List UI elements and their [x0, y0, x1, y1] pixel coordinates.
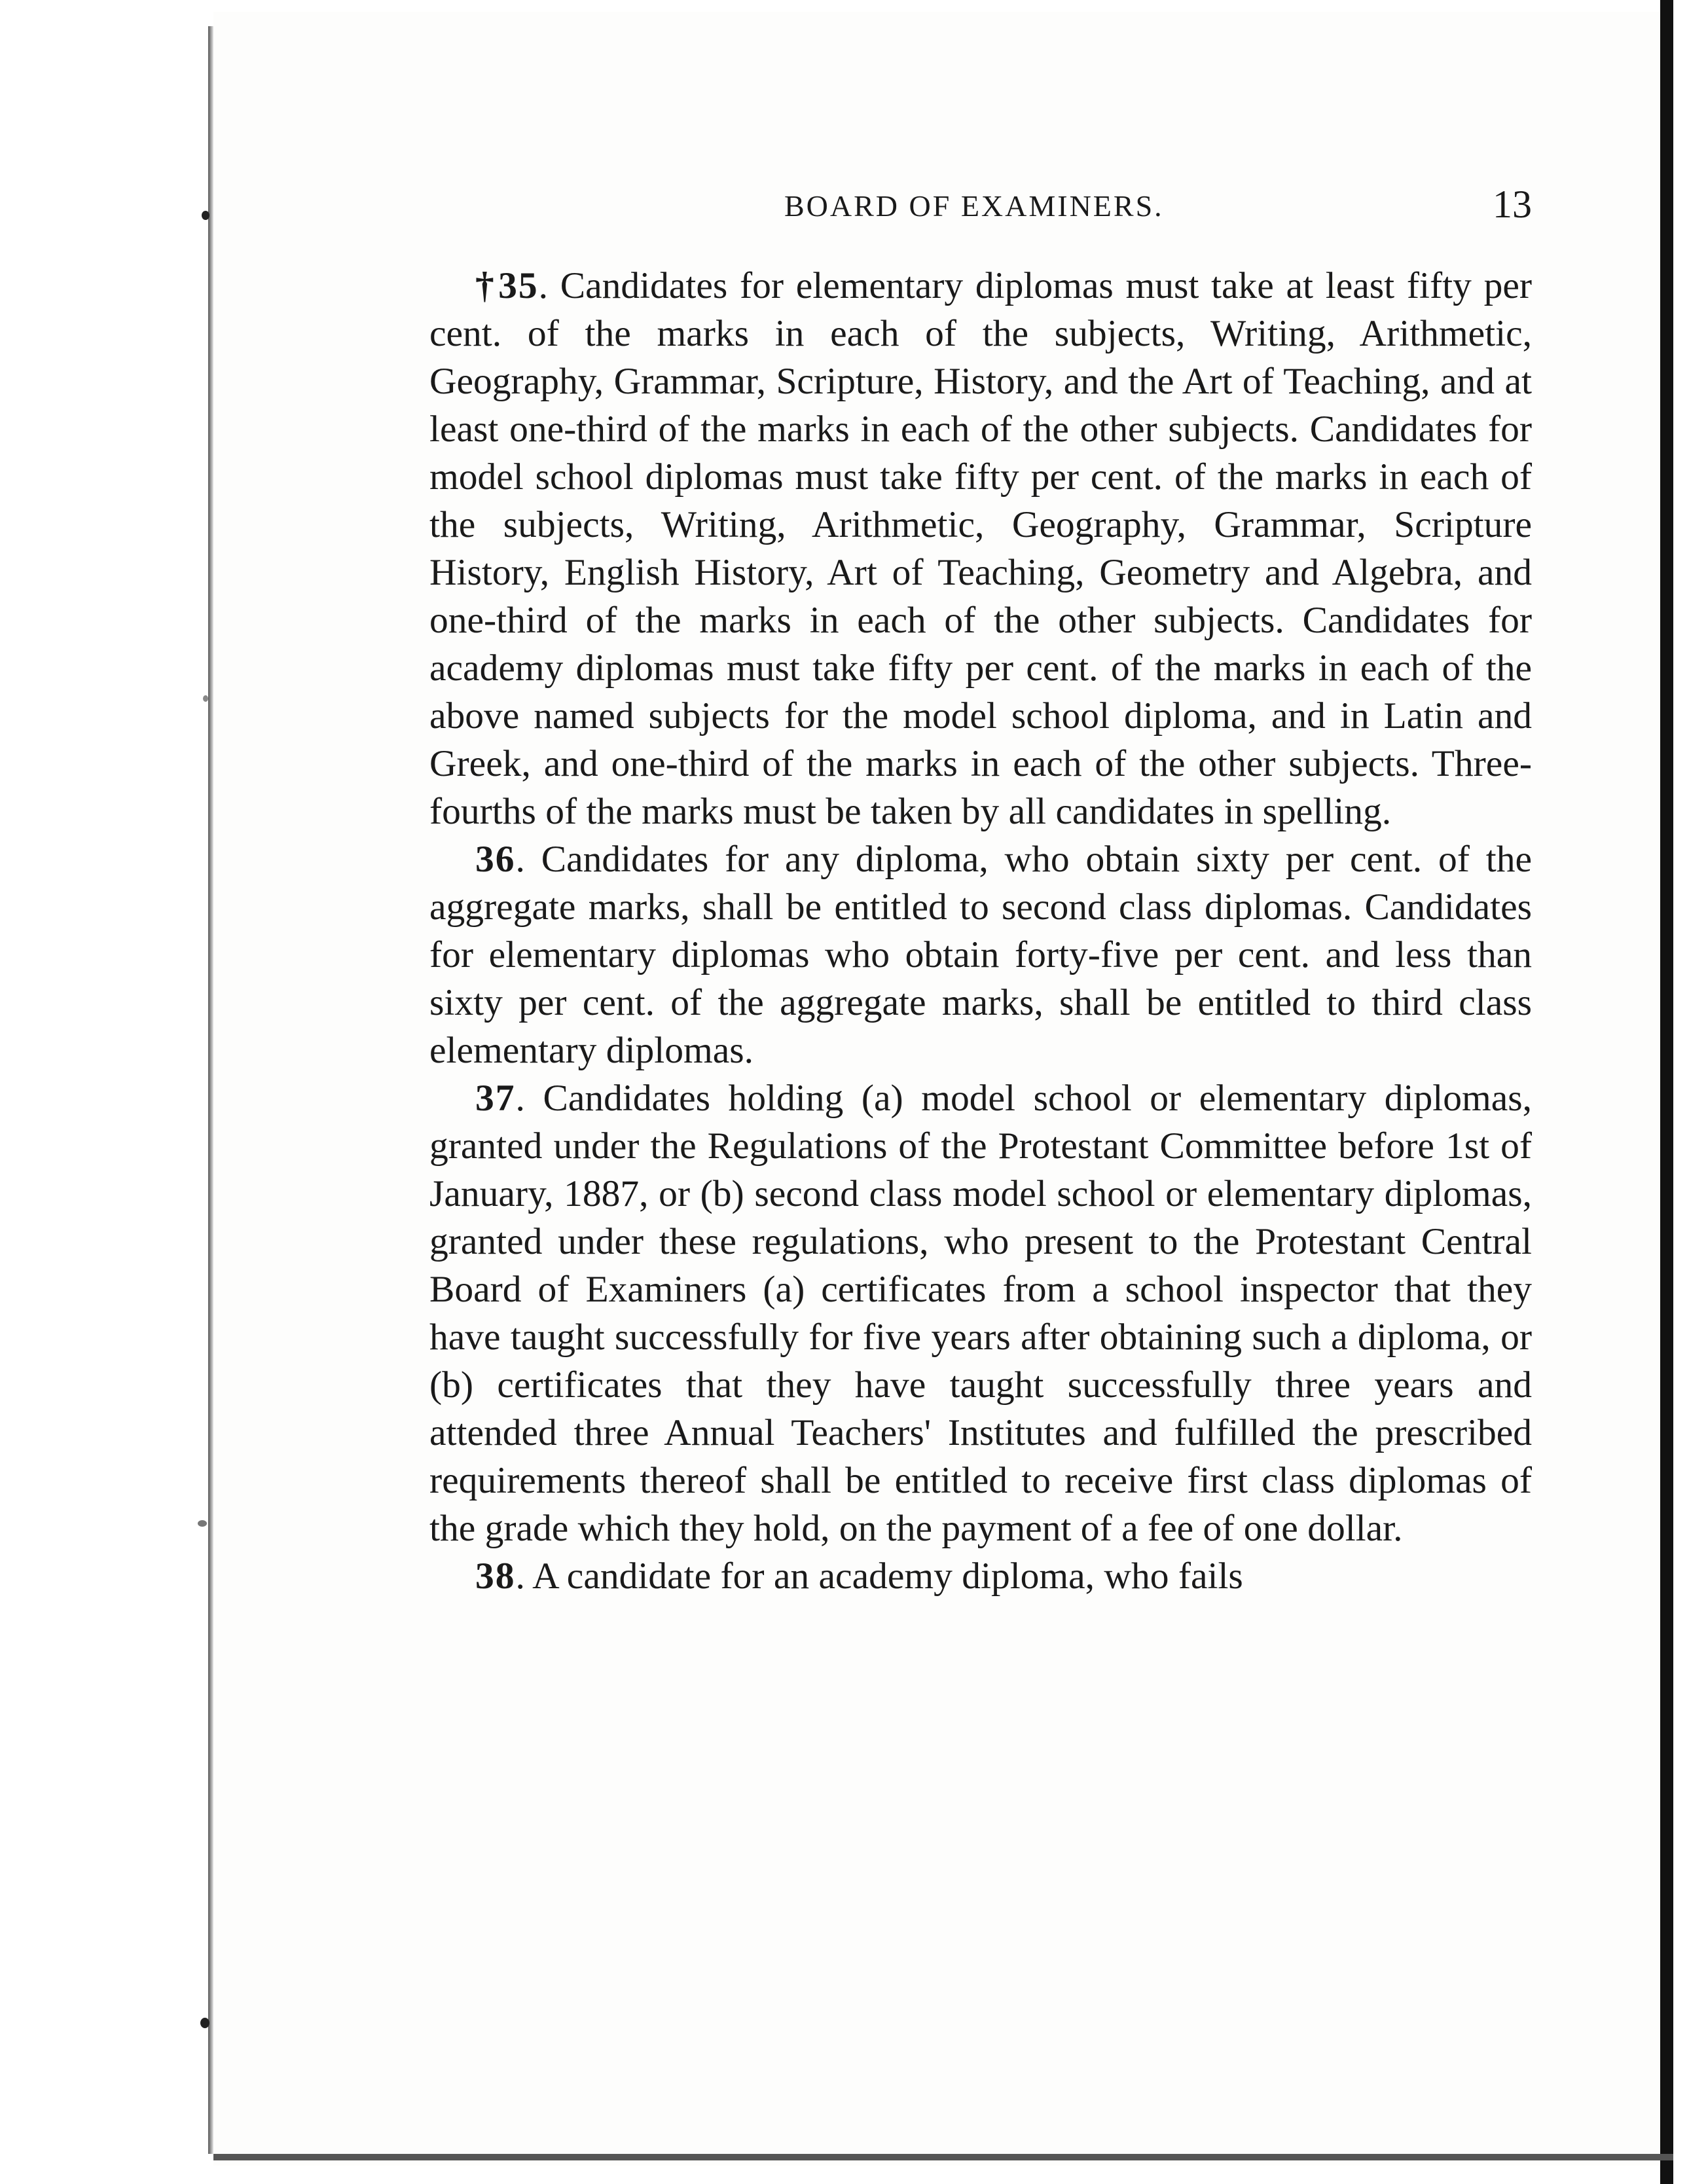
section-text: Candidates for any diploma, who obtain sixty per cent. of the aggregate marks, shall be entitled to second class diplomas. Candidates for elementary diplomas who obtain forty-five per cent. and less than sixty per cent. of the aggregate marks, shall be entitled to third class elementary diplomas. [429, 839, 1532, 1071]
page-bottom-border [213, 2154, 1673, 2160]
book-spine-edge [208, 26, 213, 2154]
page-number: 13 [1493, 183, 1532, 226]
section-38: 38. A candidate for an academy diploma, who fails [475, 1556, 1243, 1597]
gutter-mark [203, 695, 208, 702]
section-text: Candidates for elementary diplomas must take at least fifty per cent. of the marks in each of the subjects, Writing, Arithmetic, Geography, Grammar, Scripture, History, and the Art of Teaching, and at least one-third of the marks in each of the other subjects. Candidates for model school diplomas must take fifty per cent. of the marks in each of the subjects, Writing, Arithmetic, Geography, Grammar, Scripture History, English History, Art of Teaching, Geometry and Algebra, and one-third of the marks in each of the other subjects. Candidates for academy diplomas must take fifty per cent. of the marks in each of the above named subjects for the model school diploma, and in Latin and Greek, and one-third of the marks in each of the other subjects. Three-fourths of the marks must be taken by all candidates in spelling. [429, 265, 1533, 832]
gutter-mark [200, 2018, 209, 2028]
section-37: 37. Candidates holding (a) model school or elementary diplomas, granted under the Regulations of the Protestant Committee before 1st of January, 1887, or (b) second class model school or elementary diplomas, granted under these regulations, who present to the Protestant Central Board of Examiners (a) certificates from a school inspector that they have taught successfully for five years after obtaining such a diploma, or (b) certificates that they have taught successfully three years and attended three Annual Teachers' Institutes and fulfilled the prescribed requirements thereof shall be entitled to receive first class diplomas of the grade which they hold, on the payment of a fee of one dollar. [429, 1078, 1532, 1549]
body-text [429, 262, 1532, 1600]
section-35: †35. Candidates for elementary diplomas must take at least fifty per cent. of the marks in each of the subjects, Writing, Arithmetic, Geography, Grammar, Scripture, History, and the Art of Teaching, and at least one-third of the marks in each of the other subjects. Candidates for model school diplomas must take fifty per cent. of the marks in each of the subjects, Writing, Arithmetic, Geography, Grammar, Scripture History, English History, Art of Teaching, Geometry and Algebra, and one-third of the marks in each of the other subjects. Candidates for academy diplomas must take fifty per cent. of the marks in each of the above named subjects for the model school diploma, and in Latin and Greek, and one-third of the marks in each of the other subjects. Three-fourths of the marks must be taken by all candidates in spelling. [429, 265, 1533, 832]
section-number: 38 [475, 1556, 516, 1597]
running-title: BOARD OF EXAMINERS. [784, 189, 1164, 223]
scan-gutter [0, 0, 211, 2184]
section-number: 37 [475, 1078, 516, 1119]
section-number: 36 [475, 839, 516, 880]
page-right-border [1660, 0, 1673, 2184]
gutter-mark [202, 211, 209, 220]
section-text: Candidates holding (a) model school or elementary diplomas, granted under the Regulations of the Protestant Committee before 1st of January, 1887, or (b) second class model school or elementary diplomas, granted under these regulations, who present to the Protestant Central Board of Examiners (a) certificates from a school inspector that they have taught successfully for five years after obtaining such a diploma, or (b) certificates that they have taught successfully three years and attended three Annual Teachers' Institutes and fulfilled the prescribed requirements thereof shall be entitled to receive first class diplomas of the grade which they hold, on the payment of a fee of one dollar. [429, 1078, 1532, 1549]
running-head [429, 182, 1532, 234]
section-36: 36. Candidates for any diploma, who obtain sixty per cent. of the aggregate marks, shall be entitled to second class diplomas. Candidates for elementary diplomas who obtain forty-five per cent. and less than sixty per cent. of the aggregate marks, shall be entitled to third class elementary diplomas. [429, 839, 1532, 1071]
section-text: A candidate for an academy diploma, who fails [532, 1556, 1243, 1597]
section-number: †35 [475, 265, 539, 306]
gutter-mark [198, 1520, 207, 1527]
